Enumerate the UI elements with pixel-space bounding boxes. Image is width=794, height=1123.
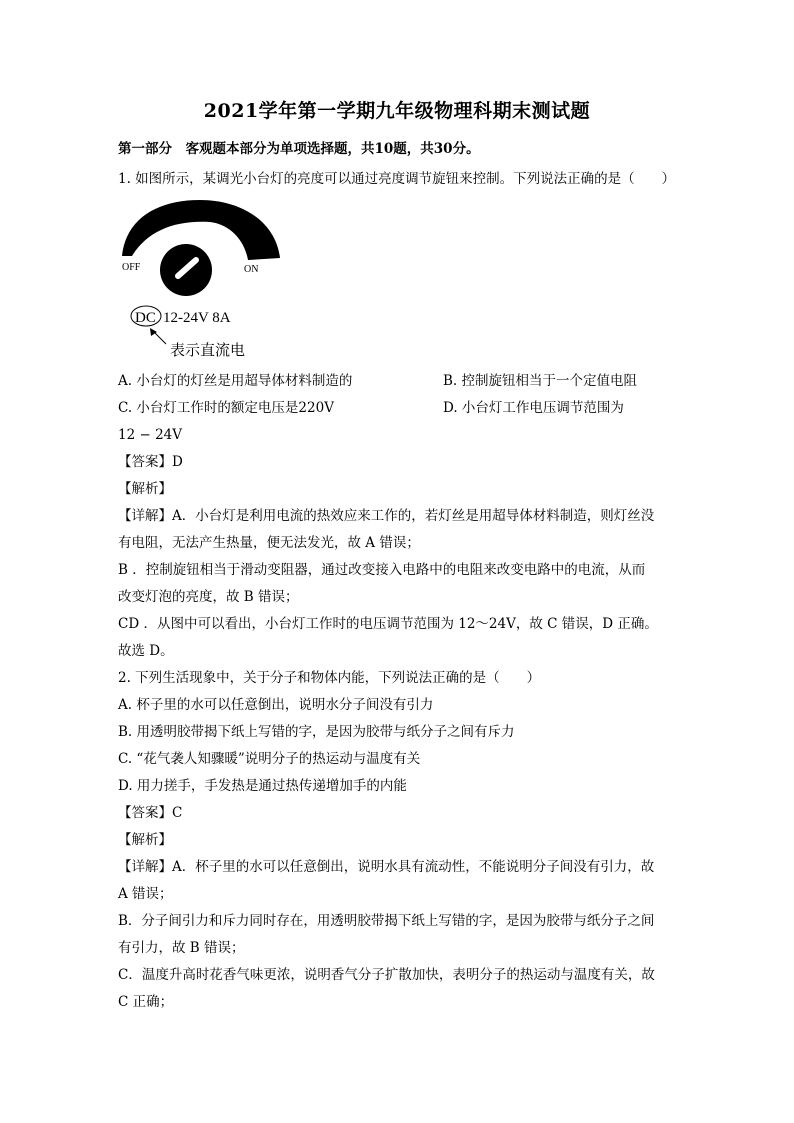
q1-detail-line: 有电阻，无法产生热量，便无法发光，故 A 错误； <box>118 535 420 551</box>
q1-detail-line: 【详解】A．小台灯是利用电流的热效应来工作的，若灯丝是用超导体材料制造，则灯丝没 <box>118 508 655 524</box>
q2-option-c: C. “花气袭人知骤暖”说明分子的热运动与温度有关 <box>118 751 421 767</box>
q1-option-d: D. 小台灯工作电压调节范围为 <box>443 400 624 416</box>
page-title: 2021学年第一学期九年级物理科期末测试题 <box>203 100 591 122</box>
section-header: 第一部分 客观题本部分为单项选择题，共10题，共30分。 <box>118 141 480 157</box>
dimmer-knob-figure <box>118 198 288 368</box>
q2-detail-line: C．温度升高时花香气味更浓，说明香气分子扩散加快，表明分子的热运动与温度有关，故 <box>118 967 655 983</box>
q1-option-c: C. 小台灯工作时的额定电压是220V <box>118 400 334 416</box>
question-2-stem: 2. 下列生活现象中，关于分子和物体内能，下列说法正确的是（ ） <box>118 670 541 686</box>
q1-detail-line: CD ．从图中可以看出，小台灯工作时的电压调节范围为 12～24V，故 C 错误，D 正确。 <box>118 616 658 632</box>
q2-option-d: D. 用力搓手，手发热是通过热传递增加手的内能 <box>118 778 407 794</box>
off-label: OFF <box>122 262 141 273</box>
q2-detail-line: A 错误； <box>118 886 173 902</box>
q1-detail-line: 故选 D。 <box>118 643 174 659</box>
dc-note: 表示直流电 <box>170 341 246 359</box>
q1-detail-line: B ．控制旋钮相当于滑动变阻器，通过改变接入电路中的电阻来改变电路中的电流，从而 <box>118 562 646 578</box>
question-1-stem: 1. 如图所示，某调光小台灯的亮度可以通过亮度调节旋钮来控制。下列说法正确的是（ ） <box>118 171 676 187</box>
q1-option-a: A. 小台灯的灯丝是用超导体材料制造的 <box>118 373 353 389</box>
q1-analysis: 【解析】 <box>118 481 172 497</box>
q2-answer: 【答案】C <box>118 805 183 821</box>
q1-answer: 【答案】D <box>118 454 183 470</box>
dc-label: DC <box>135 310 156 326</box>
q1-detail-line: 改变灯泡的亮度，故 B 错误； <box>118 589 299 605</box>
q1-option-d-continued: 12 − 24V <box>118 427 182 443</box>
note-arrow-head <box>150 328 157 336</box>
rating-label: 12-24V 8A <box>163 310 231 326</box>
q2-detail-line: C 正确； <box>118 994 174 1010</box>
q2-detail-line: 【详解】A．杯子里的水可以任意倒出，说明水具有流动性，不能说明分子间没有引力，故 <box>118 859 655 875</box>
q2-analysis: 【解析】 <box>118 832 172 848</box>
q2-detail-line: B．分子间引力和斥力同时存在，用透明胶带揭下纸上写错的字，是因为胶带与纸分子之间 <box>118 913 655 929</box>
q2-option-b: B. 用透明胶带揭下纸上写错的字，是因为胶带与纸分子之间有斥力 <box>118 724 515 740</box>
q1-option-b: B. 控制旋钮相当于一个定值电阻 <box>443 373 638 389</box>
on-label: ON <box>244 264 259 275</box>
q2-detail-line: 有引力，故 B 错误； <box>118 940 245 956</box>
q2-option-a: A. 杯子里的水可以任意倒出，说明水分子间没有引力 <box>118 697 434 713</box>
